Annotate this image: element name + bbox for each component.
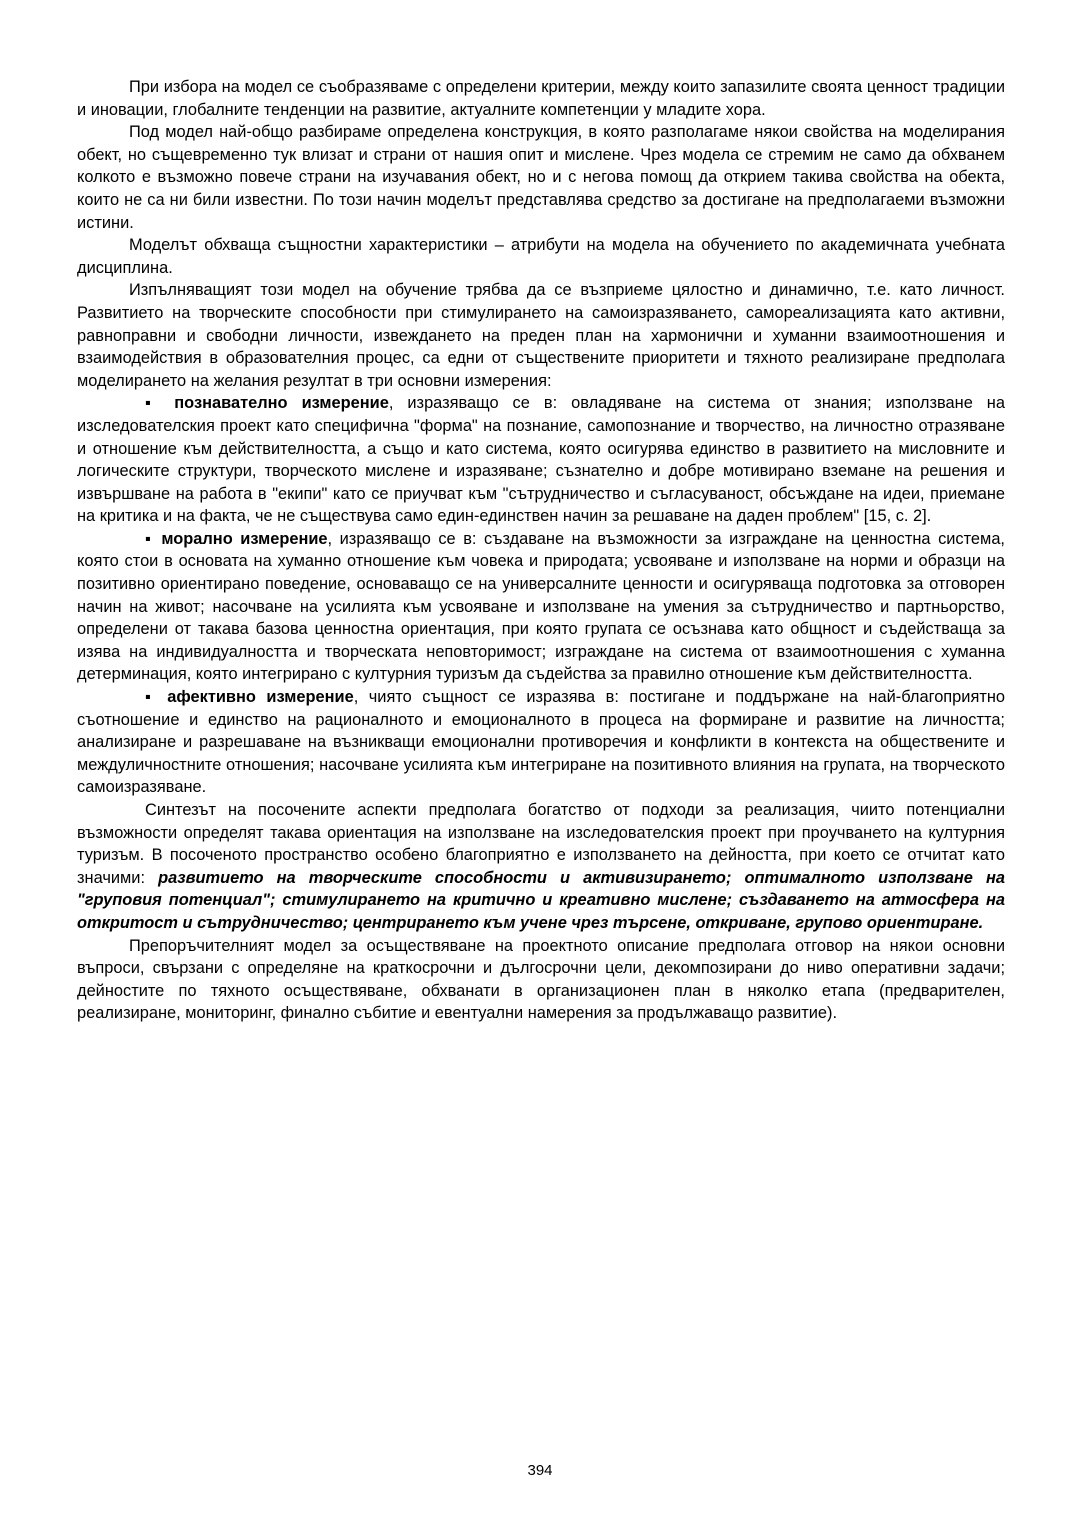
bullet-text-moral: , изразяващо се в: създаване на възможности за изграждане на ценностна система, която стои в основата на хуманно отношение към човека и природата; усвояване и използване на норми и образци на позитивно ориентирано поведение, основаващо се на универсалните ценности и осигуряваща подготовка за отговорен начин на живот; насочване на усилията към усвояване и използване на умения за сътрудничество и партньорство, определени от такава базова ценностна ориентация, при която групата се осъзнава като общност и съдействаща за изява на индивидуалността и творческата неповторимост; изграждане на система от взаимоотношения с хуманна детерминация, която интегрирано с културния туризъм да съдейства за правилно отношение към действителността. bbox=[77, 529, 1005, 684]
paragraph-recommended-model: Препоръчителният модел за осъществяване на проектното описание предполага отговор на някои основни въпроси, свързани с определяне на краткосрочни и дългосрочни цели, декомпозирани до ниво оперативни задачи; дейностите по тяхното осъществяване, обхванати в организационен план в няколко етапа (предварителен, реализиране, мониторинг, финално събитие и евентуални намерения за продължаващо развитие). bbox=[77, 936, 1005, 1023]
page-body bbox=[77, 76, 1005, 1025]
synthesis-emphasis: развитието на творческите способности и активизирането; оптималното използване на "груповия потенциал"; стимулирането на критично и креативно мислене; създаването на атмосфера на откритост и сътрудничество; центрирането към учене чрез търсене, откриване, групово ориентиране. bbox=[77, 868, 1005, 932]
bullet-heading-cognitive: познавателно измерение bbox=[174, 394, 389, 413]
bullet-marker: ▪ bbox=[145, 688, 168, 707]
synthesis-text: Синтезът на посочените аспекти предполага богатство от подходи за реализация, чиито потенциални възможности определят такава ориентация на използване на изследователския проект при проучването на културния туризъм. В посоченото пространство особено благоприятно е използването на дейността, при което се отчитат като значими: bbox=[77, 801, 1005, 887]
bullet-marker: ▪ bbox=[145, 394, 175, 413]
paragraph-model-criteria: При избора на модел се съобразяваме с определени критерии, между които запазилите своята ценност традиции и иновации, глобалните тенденции на развитие, актуалните компетенции у младите хора. bbox=[77, 78, 1005, 119]
paragraph-affective-dimension bbox=[77, 686, 1005, 799]
paragraph-learner-dimensions: Изпълняващият този модел на обучение трябва да се възприеме цялостно и динамично, т.е. като личност. Развитието на творческите способности при стимулирането на самоизразяването, самореализацията като активни, равноправни и свободни личности, извеждането на преден план на хармонични и хуманни взаимоотношения и взаимодействия в образователния процес, са едни от съществените приоритети и тяхното реализиране предполага моделирането на желания резултат в три основни измерения: bbox=[77, 281, 1005, 390]
page-number: 394 bbox=[527, 1462, 553, 1479]
bullet-heading-affective: афективно измерение bbox=[167, 688, 354, 707]
bullet-marker: ▪ bbox=[145, 529, 162, 548]
bullet-heading-moral: морално измерение bbox=[161, 529, 328, 548]
paragraph-synthesis bbox=[77, 799, 1005, 935]
bullet-text-cognitive: , изразяващо се в: овладяване на система от знания; използване на изследователския проект като специфична "форма" на познание, самопознание и творчество, на личностно отразяване и отношение към действителността, а също и като система, която осигурява единство в развитието на мисловните и логическите структури, творческото мислене и изразяване; съзнателно и добре мотивирано вземане на решения и извършване на работа в "екипи" като се приучват към "сътрудничество и съгласуваност, обсъждане на идеи, приемане на критика и на факта, че не съществува само един-единствен начин за решаване на даден проблем" [15, с. 2]. bbox=[77, 394, 1005, 526]
paragraph-model-attributes: Моделът обхваща същностни характеристики – атрибути на модела на обучението по академичната учебната дисциплина. bbox=[77, 236, 1005, 277]
paragraph-moral-dimension bbox=[77, 528, 1005, 686]
bullet-text-affective: , чиято същност се изразява в: постигане и поддържане на най-благоприятно съотношение и единство на рационалното и емоционалното в процеса на формиране и развитие на личността; анализиране и разрешаване на възникващи емоционални противоречия и конфликти в контекста на обществените и междуличностните отношения; насочване усилията към интегриране на позитивното влияния на групата, на творческото самоизразяване. bbox=[77, 688, 1006, 797]
paragraph-model-definition: Под модел най-общо разбираме определена конструкция, в която разполагаме някои свойства на моделирания обект, но същевременно тук влизат и страни от нашия опит и мислене. Чрез модела се стремим не само да обхванем колкото е възможно повече страни на изучавания обект, но и с негова помощ да открием такива свойства на обекта, които не са ни били известни. По този начин моделът представлява средство за достигане на предполагаеми възможни истини. bbox=[77, 123, 1005, 232]
paragraph-cognitive-dimension bbox=[77, 392, 1005, 528]
